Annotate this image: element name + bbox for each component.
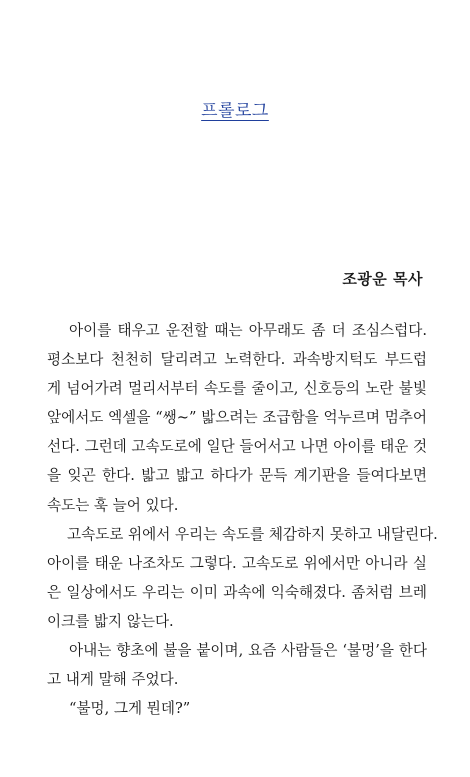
paragraph-4 [47, 694, 427, 723]
chapter-title: 프롤로그 [201, 101, 269, 121]
text-line: 아이를 태우고 운전할 때는 아무래도 좀 더 조심스럽다. [69, 322, 427, 339]
paragraph-2 [47, 520, 438, 636]
body-text [47, 316, 438, 723]
text-line: 속도는 훅 늘어 있다. [47, 496, 179, 514]
paragraph-3 [47, 636, 427, 694]
text-line: 이크를 밟지 않는다. [47, 612, 174, 630]
author-byline: 조광운 목사 [342, 270, 423, 288]
paragraph-1 [47, 316, 427, 520]
text-line: 고속도로 위에서 우리는 속도를 체감하지 못하고 내달린다. [67, 525, 438, 543]
text-line: 은 일상에서도 우리는 이미 과속에 익숙해졌다. 좀처럼 브레 [47, 583, 427, 601]
text-line: 을 잊곤 한다. 밟고 밟고 하다가 문득 계기판을 들여다보면 [47, 467, 427, 485]
text-line: 고 내게 말해 주었다. [47, 671, 179, 689]
text-line: 선다. 그런데 고속도로에 일단 들어서고 나면 아이를 태운 것 [47, 438, 428, 456]
text-line: 게 넘어가려 멀리서부터 속도를 줄이고, 신호등의 노란 불빛 [47, 380, 427, 398]
text-line: “불멍, 그게 뭔데?” [69, 700, 191, 718]
text-line: 앞에서도 엑셀을 “쌩~” 밟으려는 조급함을 억누르며 멈추어 [47, 409, 427, 427]
text-line: 평소보다 천천히 달리려고 노력한다. 과속방지턱도 부드럽 [47, 351, 427, 369]
text-line: 아내는 향초에 불을 붙이며, 요즘 사람들은 ‘불멍’을 한다 [69, 642, 427, 660]
text-line: 아이를 태운 나조차도 그렇다. 고속도로 위에서만 아니라 실 [47, 554, 427, 572]
